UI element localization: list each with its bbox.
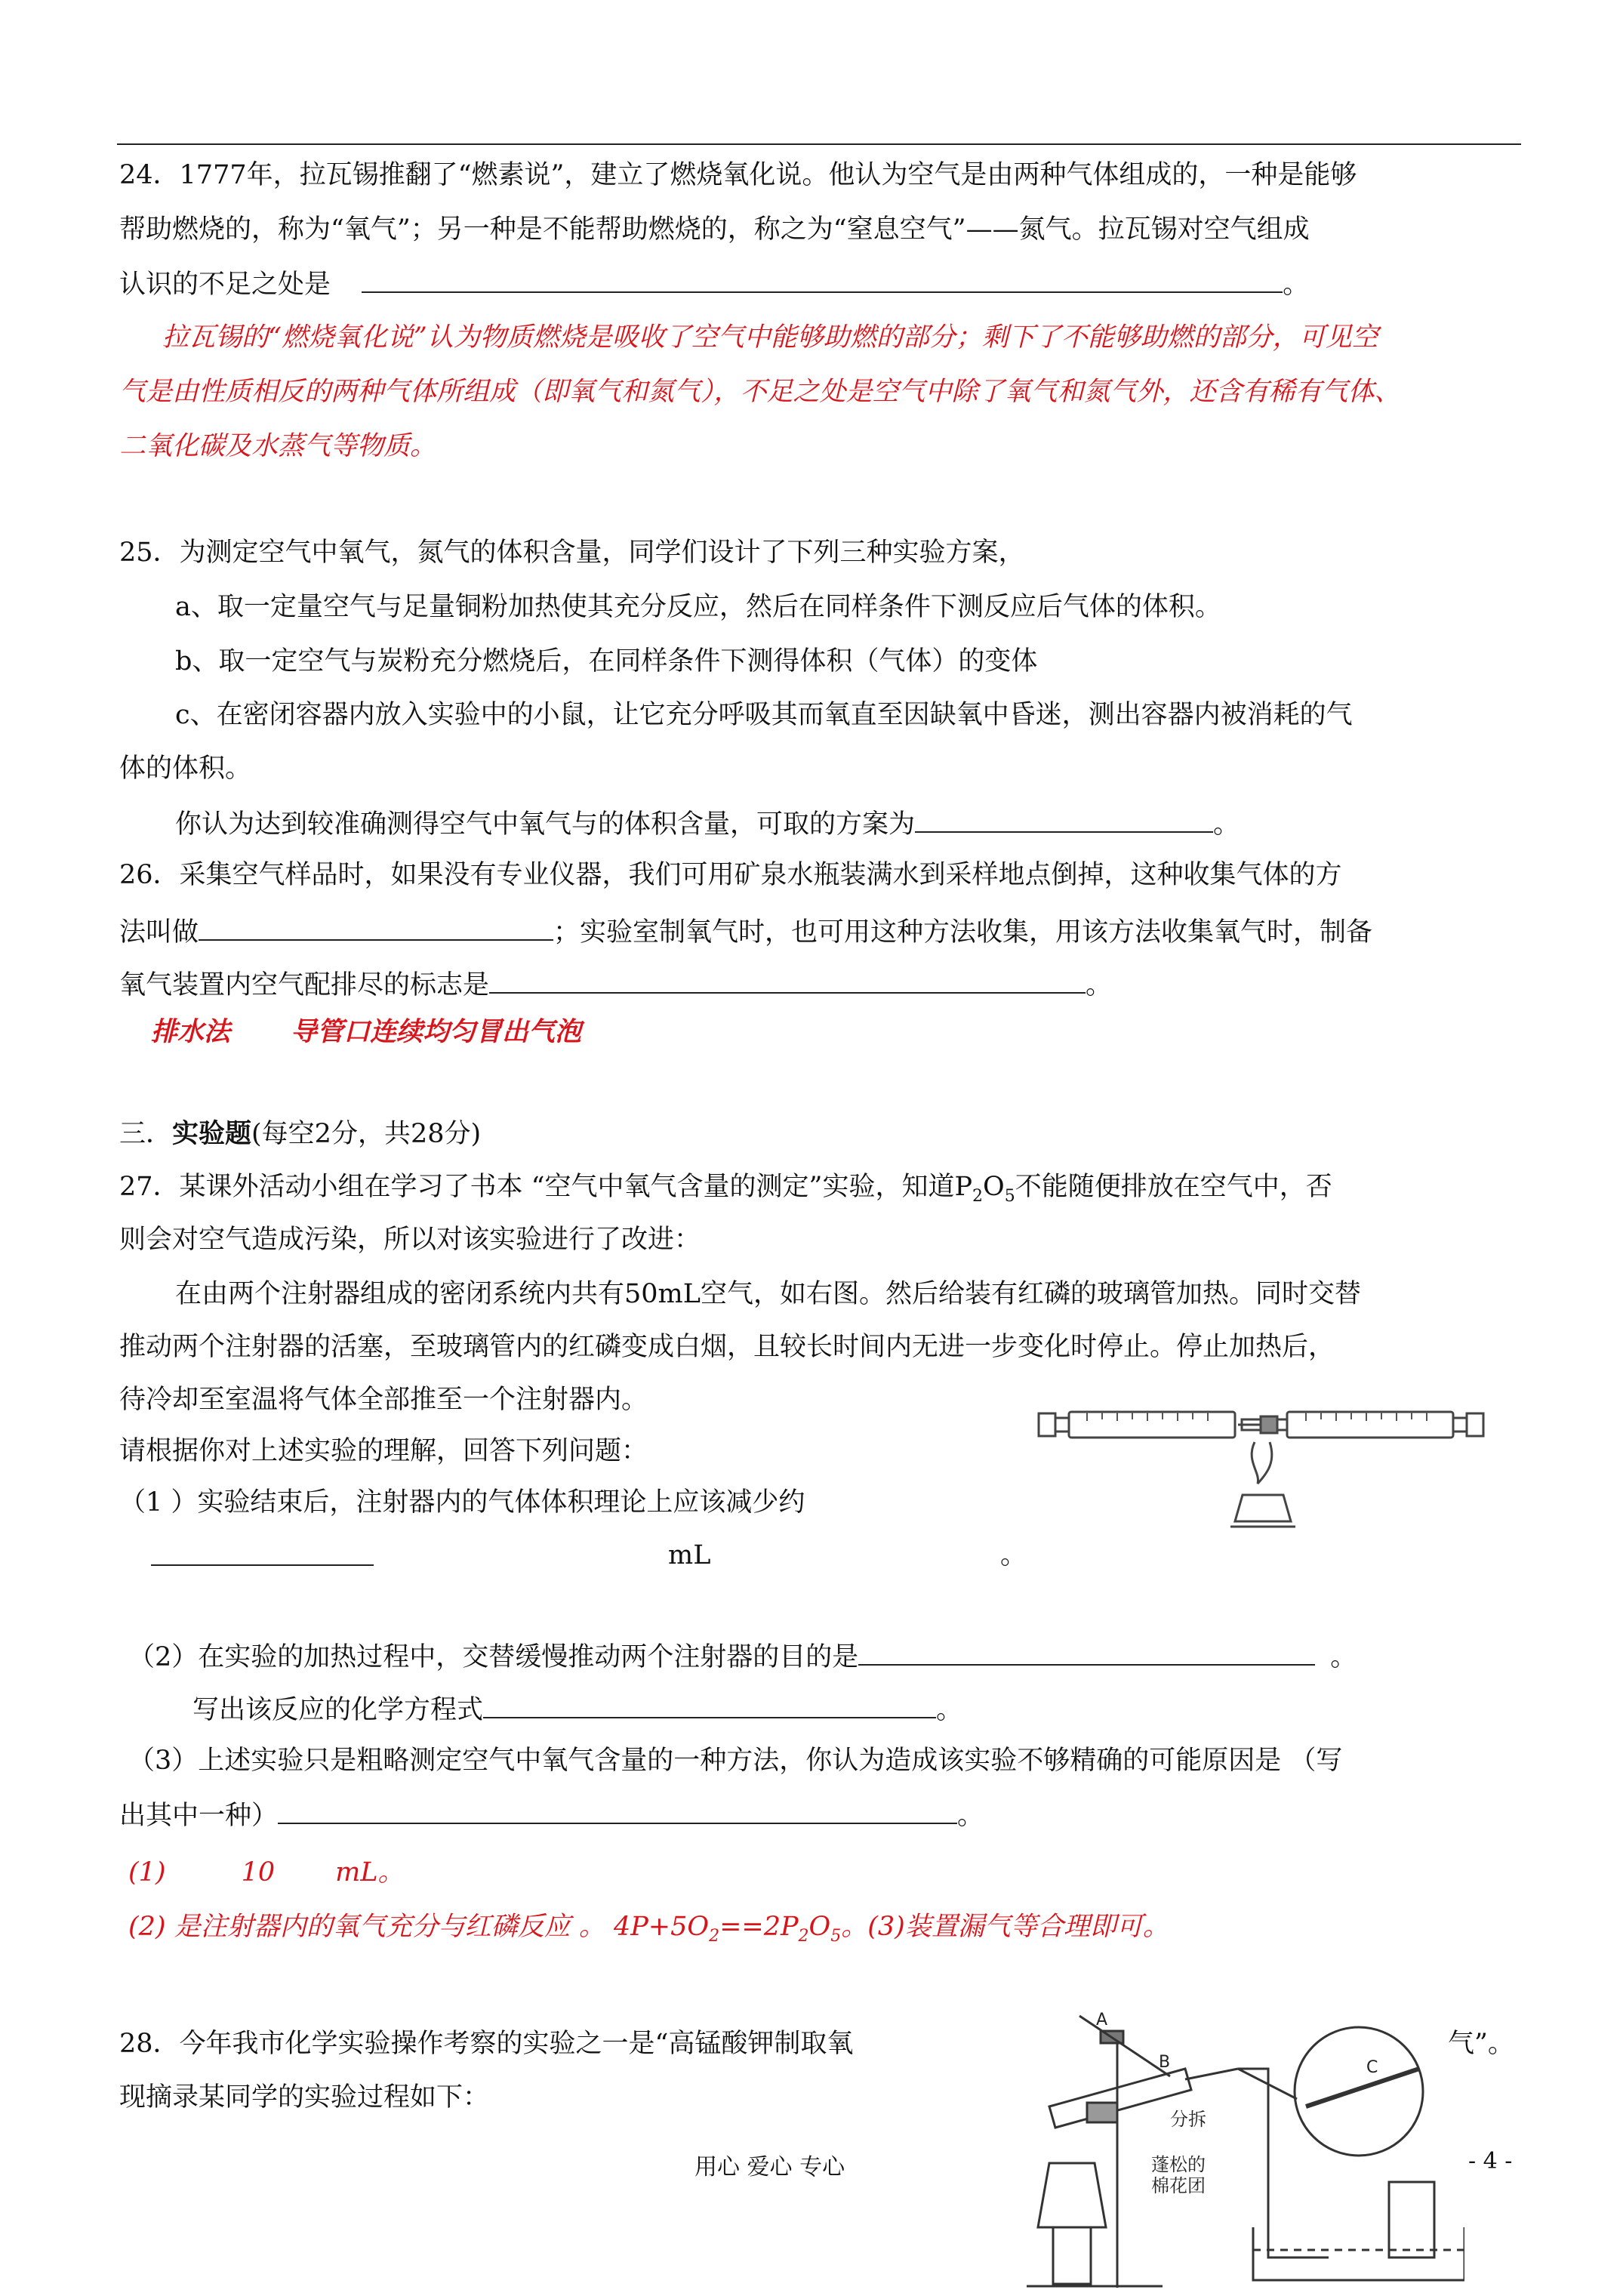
q27-part3-blank[interactable] xyxy=(278,1797,957,1824)
q24-line3-text: 认识的不足之处是 xyxy=(119,270,331,300)
q24-answer-line3: 二氧化碳及水蒸气等物质。 xyxy=(119,431,437,461)
q25-option-a: a、取一定量空气与足量铜粉加热使其充分反应，然后在同样条件下测反应后气体的体积。 xyxy=(175,592,1221,622)
q24-answer-line2: 气是由性质相反的两种气体所组成（即氧气和氮气），不足之处是空气中除了氧气和氮气外，还含有稀有气体、 xyxy=(119,377,1401,407)
q27-sub5: 5 xyxy=(1004,1187,1015,1206)
q27-answer1 xyxy=(128,1856,405,1889)
q27-sub2: 2 xyxy=(972,1187,984,1206)
q24-answer-blank[interactable] xyxy=(362,266,1283,293)
fig-label-cotton-2: 棉花团 xyxy=(1151,2175,1206,2196)
q27-answer2-sub2: 2 xyxy=(798,1927,809,1946)
q26-line3 xyxy=(119,966,1112,1002)
q27-line1a: 27．某课外活动小组在学习了书本 “空气中氧气含量的测定”实验，知道P xyxy=(119,1172,973,1202)
q27-part1-unit: mL xyxy=(668,1540,711,1570)
q27-part1-answer-row xyxy=(151,1539,1027,1574)
section3-title xyxy=(119,1117,481,1151)
fig-label-c: C xyxy=(1366,2058,1378,2077)
fig-label-split: 分拆 xyxy=(1170,2109,1206,2130)
q27-part3-text: 出其中一种） xyxy=(119,1801,279,1831)
q27-answer2-a: (2) 是注射器内的氧气充分与红磷反应 。 4P+5O xyxy=(128,1912,710,1942)
q27-answer2-d: 。(3)装置漏气等合理即可。 xyxy=(841,1912,1169,1942)
q24-line3-end: 。 xyxy=(1283,270,1310,300)
q26-answer-a: 排水法 xyxy=(151,1016,231,1047)
q25-ask-text: 你认为达到较准确测得空气中氧气与的体积含量，可取的方案为 xyxy=(175,809,916,840)
q25-option-c-line1: c、在密闭容器内放入实验中的小鼠，让它充分呼吸其而氧直至因缺氧中昏迷，测出容器内被消耗的气 xyxy=(175,700,1353,730)
oxygen-apparatus-figure xyxy=(1012,2001,1464,2291)
q26-line2-b: ；实验室制氧气时，也可用这种方法收集，用该方法收集氧气时，制备 xyxy=(553,917,1373,948)
q26-line1: 26．采集空气样品时，如果没有专业仪器，我们可用矿泉水瓶装满水到采样地点倒掉，这种收集气体的方 xyxy=(119,860,1342,890)
fig-label-a: A xyxy=(1096,2011,1108,2029)
q27-answer2 xyxy=(128,1910,1169,1953)
q26-line3-end: 。 xyxy=(1086,970,1113,1000)
q27-equation-end: 。 xyxy=(936,1695,963,1725)
q27-line1 xyxy=(119,1170,1332,1213)
q24-answer-line1: 拉瓦锡的“燃烧氧化说”认为物质燃烧是吸收了空气中能够助燃的部分；剩下了不能够助燃的部分，可见空 xyxy=(162,322,1378,353)
q27-line3: 在由两个注射器组成的密闭系统内共有50mL空气，如右图。然后给装有红磷的玻璃管加热。同时交替 xyxy=(175,1279,1361,1309)
q27-o: O xyxy=(983,1172,1005,1202)
q27-part2-end: 。 xyxy=(1330,1642,1357,1672)
q26-line2-a: 法叫做 xyxy=(119,917,199,948)
q27-line2: 则会对空气造成污染，所以对该实验进行了改进： xyxy=(119,1225,701,1255)
q27-answer2-c: O xyxy=(808,1912,831,1942)
q26-line2 xyxy=(119,914,1372,949)
q27-answer1-label: (1) xyxy=(128,1857,166,1888)
q27-answer2-b: ==2P xyxy=(719,1912,799,1942)
fig-label-b: B xyxy=(1159,2053,1171,2072)
section3-title-bold: 实验题 xyxy=(172,1118,252,1149)
q27-line5: 待冷却至室温将气体全部推至一个注射器内。 xyxy=(119,1385,648,1415)
q27-part2-blank[interactable] xyxy=(858,1638,1315,1666)
q27-answer2-sub1: 2 xyxy=(709,1927,720,1946)
section3-num: 三． xyxy=(119,1119,173,1149)
section3-title-rest: (每空2分，共28分) xyxy=(251,1119,482,1149)
q25-stem: 25．为测定空气中氧气，氮气的体积含量，同学们设计了下列三种实验方案， xyxy=(119,538,1025,568)
syringe-apparatus-figure xyxy=(1034,1389,1502,1570)
q27-part3-end: 。 xyxy=(957,1801,984,1831)
q27-line6: 请根据你对上述实验的理解，回答下列问题： xyxy=(119,1436,648,1466)
q27-part2-text: （2）在实验的加热过程中，交替缓慢推动两个注射器的目的是 xyxy=(128,1642,859,1672)
oxygen-apparatus-drawing xyxy=(1012,2001,1464,2291)
q25-ask-end: 。 xyxy=(1213,809,1240,840)
syringe-apparatus-drawing xyxy=(1034,1389,1502,1570)
q26-line3-text: 氧气装置内空气配排尽的标志是 xyxy=(119,970,490,1000)
q27-answer1-value: 10 xyxy=(241,1857,276,1888)
q27-answer2-sub3: 5 xyxy=(830,1927,842,1946)
q24-line3 xyxy=(119,266,1309,301)
q28-line2: 现摘录某同学的实验过程如下： xyxy=(119,2082,490,2113)
q27-part2 xyxy=(128,1638,1357,1674)
page-number: - 4 - xyxy=(1468,2148,1513,2174)
q27-line4: 推动两个注射器的活塞，至玻璃管内的红磷变成白烟，且较长时间内无进一步变化时停止。停止加热后， xyxy=(119,1332,1335,1362)
q27-equation-text: 写出该反应的化学方程式 xyxy=(192,1695,484,1725)
q24-line1: 24．1777年，拉瓦锡推翻了“燃素说”，建立了燃烧氧化说。他认为空气是由两种气体组成的，一种是能够 xyxy=(119,160,1357,190)
header-rule xyxy=(117,143,1521,145)
q27-answer1-unit: mL。 xyxy=(335,1857,405,1888)
q27-part1-end: 。 xyxy=(1000,1540,1027,1570)
q25-answer-blank[interactable] xyxy=(915,806,1213,833)
q26-blank-sign[interactable] xyxy=(489,966,1086,994)
q25-option-b: b、取一定空气与炭粉充分燃烧后，在同样条件下测得体积（气体）的变体 xyxy=(175,646,1038,676)
q25-option-c-line2: 体的体积。 xyxy=(119,754,252,784)
q26-answer-b: 导管口连续均匀冒出气泡 xyxy=(291,1016,582,1047)
q27-equation-blank[interactable] xyxy=(483,1691,936,1718)
q27-line1b: 不能随便排放在空气中，否 xyxy=(1015,1172,1332,1202)
q27-equation-row xyxy=(192,1691,962,1727)
q26-answer xyxy=(151,1015,581,1049)
q27-part1-blank[interactable] xyxy=(151,1539,374,1566)
q26-blank-method[interactable] xyxy=(199,914,553,941)
q27-part3-line2 xyxy=(119,1797,984,1832)
q27-part1: （1 ）实验结束后，注射器内的气体体积理论上应该减少约 xyxy=(119,1487,805,1518)
q28-line1a: 28．今年我市化学实验操作考察的实验之一是“高锰酸钾制取氧 xyxy=(119,2029,854,2059)
footer-motto: 用心 爱心 专心 xyxy=(694,2154,845,2180)
q28-line1b: 气”。 xyxy=(1448,2029,1514,2059)
q25-ask xyxy=(175,806,1240,841)
q24-line2: 帮助燃烧的，称为“氧气”；另一种是不能帮助燃烧的，称之为“窒息空气”——氮气。拉瓦锡对空气组成 xyxy=(119,214,1310,245)
q27-part3-line1: （3）上述实验只是粗略测定空气中氧气含量的一种方法，你认为造成该实验不够精确的可能原因是 （写 xyxy=(128,1746,1343,1776)
fig-label-cotton-1: 蓬松的 xyxy=(1151,2154,1206,2175)
